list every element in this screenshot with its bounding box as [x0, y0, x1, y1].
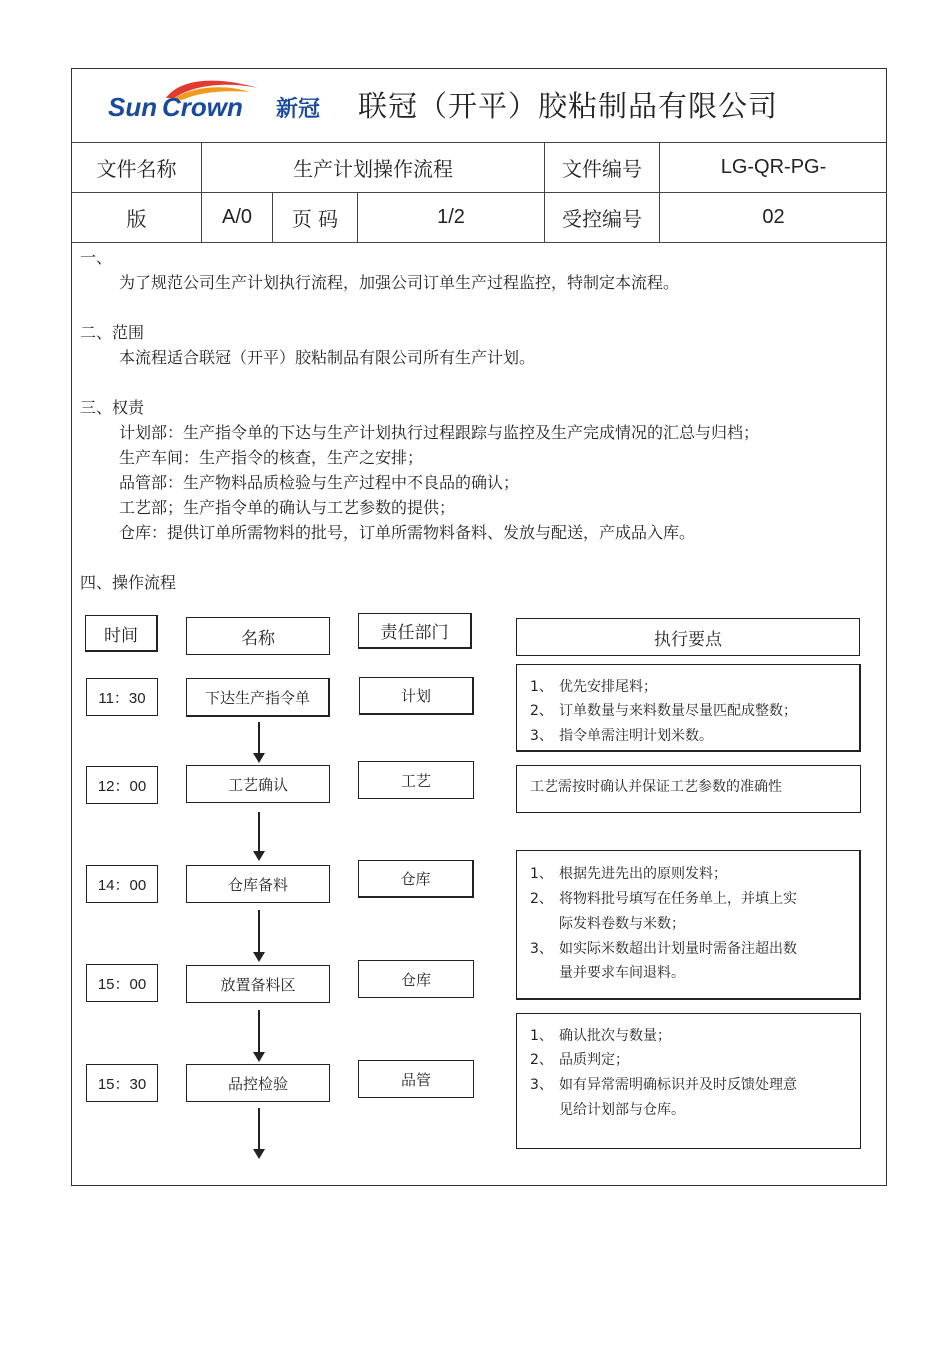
version: A/0	[221, 206, 253, 228]
note-line: 工艺需按时确认并保证工艺参数的准确性	[530, 779, 782, 795]
section-4-title: 四、操作流程	[80, 573, 177, 592]
note-line: 优先安排尾料；	[559, 679, 657, 695]
label-page: 页 码	[291, 207, 339, 231]
logo-text-crown: Crown	[162, 92, 243, 120]
step-time: 14：00	[86, 865, 158, 903]
label-doc-number: 文件编号	[562, 157, 642, 181]
step-dept: 工艺	[358, 761, 474, 799]
section-2-text: 本流程适合联冠（开平）胶粘制品有限公司所有生产计划。	[119, 348, 536, 367]
section-2-title: 二、范围	[80, 323, 145, 342]
step-note-3	[516, 850, 861, 1000]
doc-name: 生产计划操作流程	[293, 157, 453, 181]
step-name: 放置备料区	[186, 965, 330, 1003]
doc-number: LG-QR-PG-	[720, 156, 827, 178]
flow-header-dept: 责任部门	[358, 613, 472, 649]
note-line: 将物料批号填写在任务单上，并填上实	[559, 891, 797, 907]
section-3-title: 三、权责	[80, 398, 145, 417]
note-line: 际发料卷数与米数；	[559, 916, 685, 932]
step-name: 仓库备料	[186, 865, 330, 903]
step-time: 12：00	[86, 766, 158, 804]
step-dept: 品管	[358, 1060, 474, 1098]
step-time: 11：30	[86, 678, 158, 716]
step-time: 15：00	[86, 964, 158, 1002]
note-line: 订单数量与来料数量尽量匹配成整数；	[559, 703, 797, 719]
step-dept: 仓库	[358, 860, 474, 898]
company-name: 联冠（开平）胶粘制品有限公司	[358, 89, 779, 123]
note-line: 根据先进先出的原则发料；	[559, 866, 727, 882]
note-line: 如有异常需明确标识并及时反馈处理意	[559, 1077, 797, 1093]
step-note-4	[516, 1013, 861, 1149]
control-number: 02	[762, 206, 785, 228]
note-line: 2、	[530, 1052, 553, 1068]
note-line: 2、	[530, 891, 553, 907]
label-control-number: 受控编号	[562, 207, 642, 231]
note-line: 2、	[530, 703, 553, 719]
header-divider-3	[72, 242, 887, 243]
note-line: 1、	[530, 866, 553, 882]
section-1-text: 为了规范公司生产计划执行流程，加强公司订单生产过程监控，特制定本流程。	[119, 273, 680, 292]
note-line: 1、	[530, 679, 553, 695]
company-logo	[108, 76, 330, 120]
note-line: 量并要求车间退料。	[559, 965, 685, 981]
step-note-1	[516, 664, 861, 752]
note-line: 确认批次与数量；	[559, 1028, 671, 1044]
suncrown-logo-icon	[108, 76, 330, 120]
flow-arrow-down-icon	[258, 1010, 260, 1053]
note-line: 3、	[530, 1077, 553, 1093]
note-line: 1、	[530, 1028, 553, 1044]
section-3-line: 生产车间：生产指令的核查，生产之安排；	[119, 448, 424, 467]
note-line: 3、	[530, 941, 553, 957]
step-dept: 仓库	[358, 960, 474, 998]
section-3-line: 计划部：生产指令单的下达与生产计划执行过程跟踪与监控及生产完成情况的汇总与归档；	[119, 423, 760, 442]
step-note-2	[516, 765, 861, 813]
section-3-line: 仓库：提供订单所需物料的批号，订单所需物料备料、发放与配送，产成品入库。	[119, 523, 696, 542]
flow-arrow-down-icon	[258, 1108, 260, 1150]
section-3-line: 工艺部；生产指令单的确认与工艺参数的提供；	[119, 498, 456, 517]
section-1-title: 一、	[80, 248, 113, 267]
logo-text-sun: Sun	[108, 92, 158, 120]
section-3-line: 品管部：生产物料品质检验与生产过程中不良品的确认；	[119, 473, 520, 492]
label-doc-name: 文件名称	[96, 157, 177, 181]
note-line: 品质判定；	[559, 1052, 629, 1068]
note-line: 如实际米数超出计划量时需备注超出数	[559, 941, 797, 957]
label-version: 版	[126, 207, 147, 231]
note-line: 见给计划部与仓库。	[559, 1102, 685, 1118]
flow-header-points: 执行要点	[516, 618, 860, 656]
step-dept: 计划	[359, 677, 474, 715]
step-name: 下达生产指令单	[186, 678, 330, 717]
note-line: 指令单需注明计划米数。	[559, 728, 713, 744]
flow-arrow-down-icon	[258, 722, 260, 754]
flow-header-name: 名称	[186, 617, 330, 655]
flow-arrow-down-icon	[258, 910, 260, 953]
flow-header-time: 时间	[85, 615, 158, 652]
step-time: 15：30	[86, 1064, 158, 1102]
logo-text-cn: 新冠	[276, 97, 321, 120]
step-name: 工艺确认	[186, 765, 330, 803]
step-name: 品控检验	[186, 1064, 330, 1102]
note-line: 3、	[530, 728, 553, 744]
flow-arrow-down-icon	[258, 812, 260, 852]
page-number: 1/2	[437, 206, 465, 228]
